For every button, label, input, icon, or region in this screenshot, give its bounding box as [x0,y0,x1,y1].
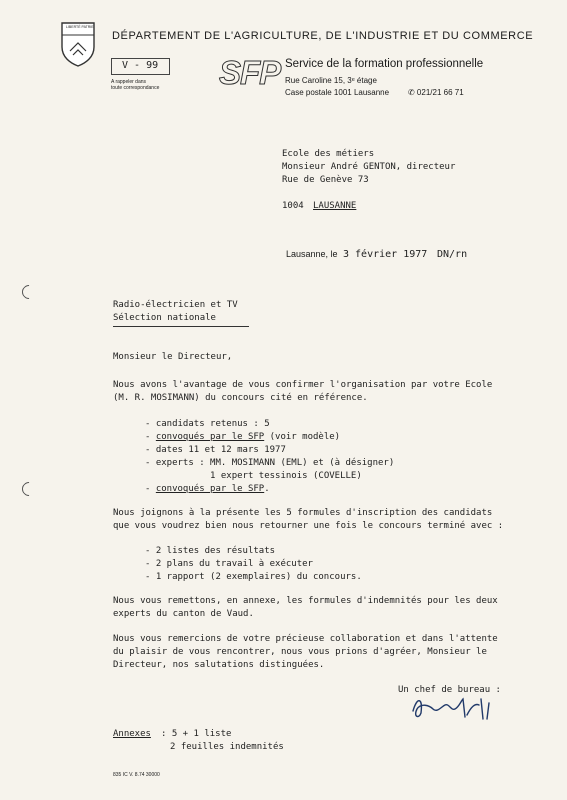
list1-item-4 [145,471,362,481]
para3-line2: experts du canton de Vaud. [113,609,254,619]
date-place-prefix: Lausanne, le [286,249,338,259]
para4-line3: Directeur, nos salutations distinguées. [113,660,325,670]
para2-line1: Nous joignons à la présente les 5 formules d'inscription des candidats [113,508,493,518]
list2-item-2: - 1 rapport (2 exemplaires) du concours. [145,572,362,582]
para1-line1: Nous avons l'avantage de vous confirmer l'organisation par votre Ecole [113,380,493,390]
list1-item-5-rest: . [264,484,270,494]
list1-item-0-text: candidats retenus : 5 [155,419,270,429]
list1-item-5 [145,484,270,494]
initials: DN/rn [437,249,468,260]
subject-rule [113,326,249,327]
subject-line-1: Radio-électricien et TV [113,300,238,310]
sfp-logo: SFP [219,54,281,91]
recipient-postcode: 1004 [282,201,304,211]
letter-date: 3 février 1977 [343,249,428,260]
list1-item-3-prefix: - [145,458,156,468]
list1-item-3 [145,458,394,468]
para4-line2: du plaisir de vous rencontrer, nous vous prions d'agréer, Monsieur le [113,647,487,657]
recipient-city: LAUSANNE [313,201,357,211]
list1-item-1-rest: (voir modèle) [264,432,341,442]
list2-item-0: - 2 listes des résultats [145,546,276,556]
list1-item-1-underlined: convoqués par le SFP [155,432,265,442]
phone-number: ✆ 021/21 66 71 [408,88,464,97]
list1-item-3-text: experts : MM. MOSIMANN (EML) et (à désigner) [155,458,395,468]
reply-note-1: A rappeler dans [111,79,147,85]
annexes-line-1: : 5 + 1 liste [161,729,232,739]
list2-item-1: - 2 plans du travail à exécuter [145,559,313,569]
print-code: 835 IC V. 8.74 30000 [113,772,160,778]
list1-item-4-prefix [145,471,156,481]
address-line-1: Rue Caroline 15, 3ᵉ étage [285,76,377,85]
list1-item-1 [145,432,340,442]
signature-scribble-icon [405,693,505,723]
recipient-line-1: Ecole des métiers [282,149,375,159]
reply-note-2: toute correspondance [111,85,160,91]
list1-item-4-text: 1 expert tessinois (COVELLE) [155,471,362,481]
list1-item-5-underlined: convoqués par le SFP [155,484,265,494]
recipient-line-2: Monsieur André GENTON, directeur [282,162,456,172]
para4-line1: Nous vous remercions de votre précieuse collaboration et dans l'attente [113,634,498,644]
punch-hole-top [19,282,39,302]
department-heading: DÉPARTEMENT DE L'AGRICULTURE, DE L'INDUSTRIE ET DU COMMERCE [112,30,534,42]
para3-line1: Nous vous remettons, en annexe, les formules d'indemnités pour les deux [113,596,498,606]
recipient-line-3: Rue de Genève 73 [282,175,369,185]
list1-item-5-prefix: - [145,484,156,494]
punch-hole-bottom [19,479,39,499]
list1-item-2-prefix: - [145,445,156,455]
salutation: Monsieur le Directeur, [113,352,233,362]
canton-crest [60,21,96,67]
para1-line2: (M. R. MOSIMANN) du concours cité en référence. [113,393,368,403]
list1-item-2-text: dates 11 et 12 mars 1977 [155,445,286,455]
subject-line-2: Sélection nationale [113,313,216,323]
service-name: Service de la formation professionnelle [285,58,484,70]
list1-item-2 [145,445,286,455]
signatory-title: Un chef de bureau : [398,685,501,695]
para2-line2: que vous voudrez bien nous retourner une fois le concours terminé avec : [113,521,504,531]
list1-item-0 [145,419,270,429]
annexes-label: Annexes [113,729,151,739]
list1-item-0-text: - [145,419,156,429]
crest-motto: LIBERTÉ PATRIE [66,25,94,29]
handwritten-signature [405,693,505,728]
address-line-2: Case postale 1001 Lausanne [285,88,390,97]
reference-number: V - 99 [122,60,159,71]
list1-item-1-prefix: - [145,432,156,442]
annexes-line-2: 2 feuilles indemnités [170,742,284,752]
reference-box [111,58,170,75]
